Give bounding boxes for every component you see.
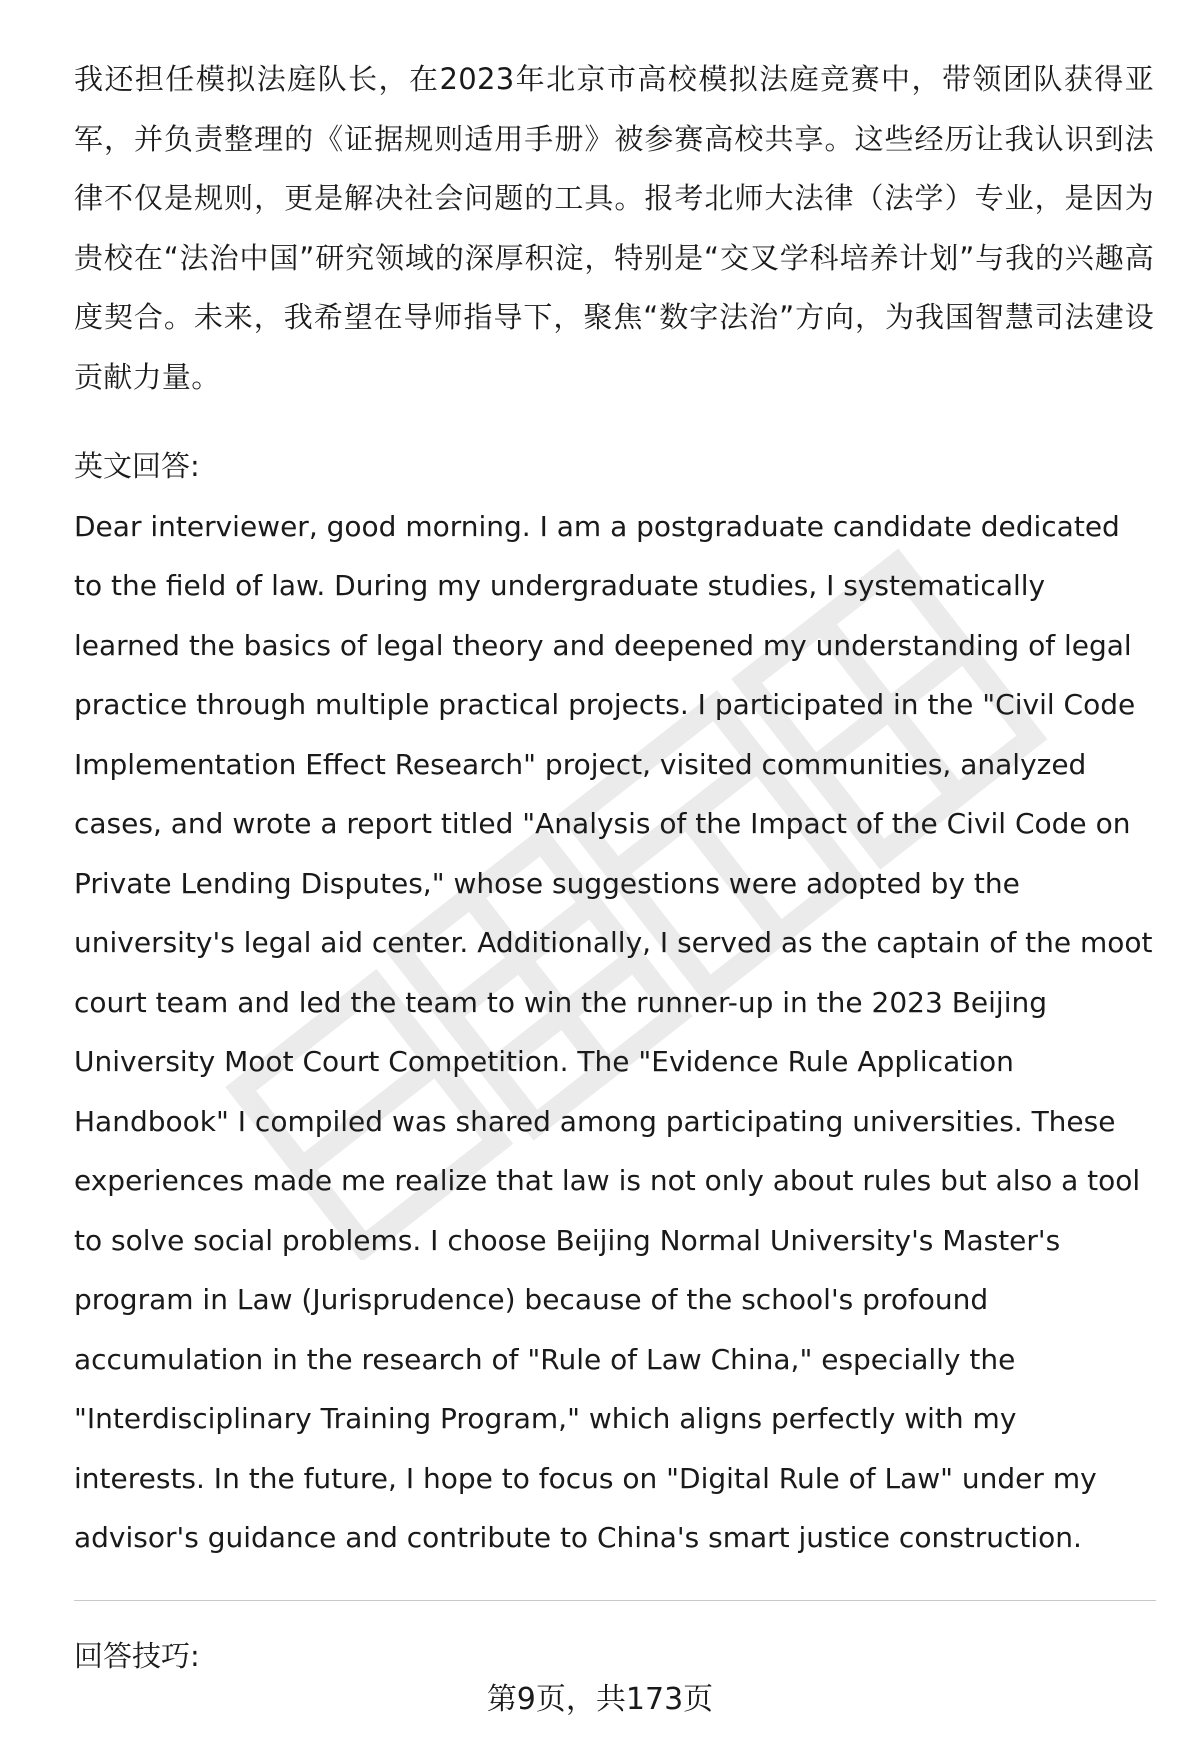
section-divider (74, 1600, 1156, 1601)
page-number-footer: 第9页，共173页 (486, 1682, 714, 1717)
english-answer-label: 英文回答: (74, 449, 200, 483)
answer-tips-label: 回答技巧: (74, 1639, 200, 1673)
chinese-answer-paragraph: 我还担任模拟法庭队长，在2023年北京市高校模拟法庭竞赛中，带领团队获得亚军，并负责整理的《证据规则适用手册》被参赛高校共享。这些经历让我认识到法律不仅是规则，更是解决社会问题的工具。报考北师大法律（法学）专业，是因为贵校在“法治中国”研究领域的深厚积淀，特别是“交叉学科培养计划”与我的兴趣高度契合。未来，我希望在导师指导下，聚焦“数字法治”方向，为我国智慧司法建设贡献力量。 (74, 62, 1154, 394)
paragraph-spacer (74, 407, 1154, 437)
english-answer-paragraph: Dear interviewer, good morning. I am a postgraduate candidate dedicated to the field of law. During my undergraduate studies, I systematically learned the basics of legal theory and deepened my understanding of legal practice through multiple practical projects. I participated in the "Civil Code Implementation Effect Research" project, visited communities, analyzed cases, and wrote a report titled "Analysis of the Impact of the Civil Code on Private Lending Disputes," whose suggestions were adopted by the university's legal aid center. Additionally, I served as the captain of the moot court team and led the team to win the runner-up in the 2023 Beijing University Moot Court Competition. The "Evidence Rule Application Handbook" I compiled was shared among participating universities. These experiences made me realize that law is not only about rules but also a tool to solve social problems. I choose Beijing Normal University's Master's program in Law (Jurisprudence) because of the school's profound accumulation in the research of "Rule of Law China," especially the "Interdisciplinary Training Program," which aligns perfectly with my interests. In the future, I hope to focus on "Digital Rule of Law" under my advisor's guidance and contribute to China's smart justice construction. (74, 509, 1153, 1554)
document-body (74, 50, 1154, 1568)
